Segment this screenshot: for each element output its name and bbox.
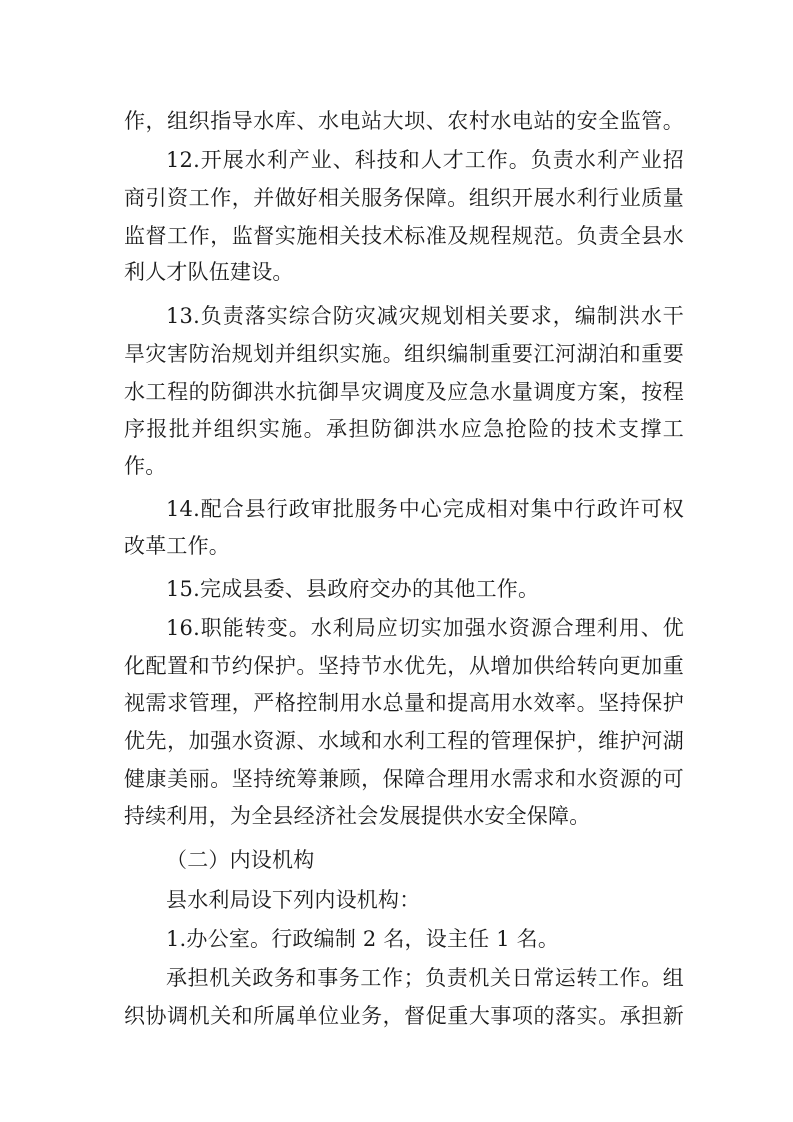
- office-duties-line-2: 织协调机关和所属单位业务，督促重大事项的落实。承担新: [124, 1004, 684, 1028]
- paragraph-line: 16.职能转变。水利局应切实加强水资源合理利用、优: [166, 616, 684, 640]
- office-duties-line-1: 承担机关政务和事务工作；负责机关日常运转工作。组: [166, 966, 684, 990]
- paragraph-line: 14.配合县行政审批服务中心完成相对集中行政许可权: [166, 497, 684, 521]
- paragraph-line: 15.完成县委、县政府交办的其他工作。: [166, 577, 540, 601]
- section-intro-paragraph: 县水利局设下列内设机构：: [166, 888, 421, 912]
- paragraph-line: 作，组织指导水库、水电站大坝、农村水电站的安全监管。: [124, 109, 684, 133]
- paragraph-line: 优先，加强水资源、水域和水利工程的管理保护，维护河湖: [124, 729, 684, 753]
- office-item-paragraph: 1.办公室。行政编制 2 名，设主任 1 名。: [166, 927, 560, 951]
- paragraph-line: 作。: [124, 454, 167, 478]
- section-heading: （二）内设机构: [166, 848, 315, 872]
- paragraph-line: 视需求管理，严格控制用水总量和提高用水效率。坚持保护: [124, 691, 684, 715]
- paragraph-line: 持续利用，为全县经济社会发展提供水安全保障。: [124, 804, 591, 828]
- paragraph-line: 12.开展水利产业、科技和人才工作。负责水利产业招: [166, 148, 684, 172]
- paragraph-line: 商引资工作，并做好相关服务保障。组织开展水利行业质量: [124, 186, 684, 210]
- paragraph-line: 序报批并组织实施。承担防御洪水应急抢险的技术支撑工: [124, 417, 684, 441]
- paragraph-line: 利人才队伍建设。: [124, 260, 294, 284]
- paragraph-line: 化配置和节约保护。坚持节水优先，从增加供给转向更加重: [124, 654, 684, 678]
- paragraph-line: 13.负责落实综合防灾减灾规划相关要求，编制洪水干: [166, 304, 684, 328]
- paragraph-line: 水工程的防御洪水抗御旱灾调度及应急水量调度方案，按程: [124, 380, 684, 404]
- paragraph-line: 监督工作，监督实施相关技术标准及规程规范。负责全县水: [124, 224, 684, 248]
- paragraph-line: 旱灾害防治规划并组织实施。组织编制重要江河湖泊和重要: [124, 342, 684, 366]
- paragraph-line: 改革工作。: [124, 534, 230, 558]
- paragraph-line: 健康美丽。坚持统筹兼顾，保障合理用水需求和水资源的可: [124, 767, 684, 791]
